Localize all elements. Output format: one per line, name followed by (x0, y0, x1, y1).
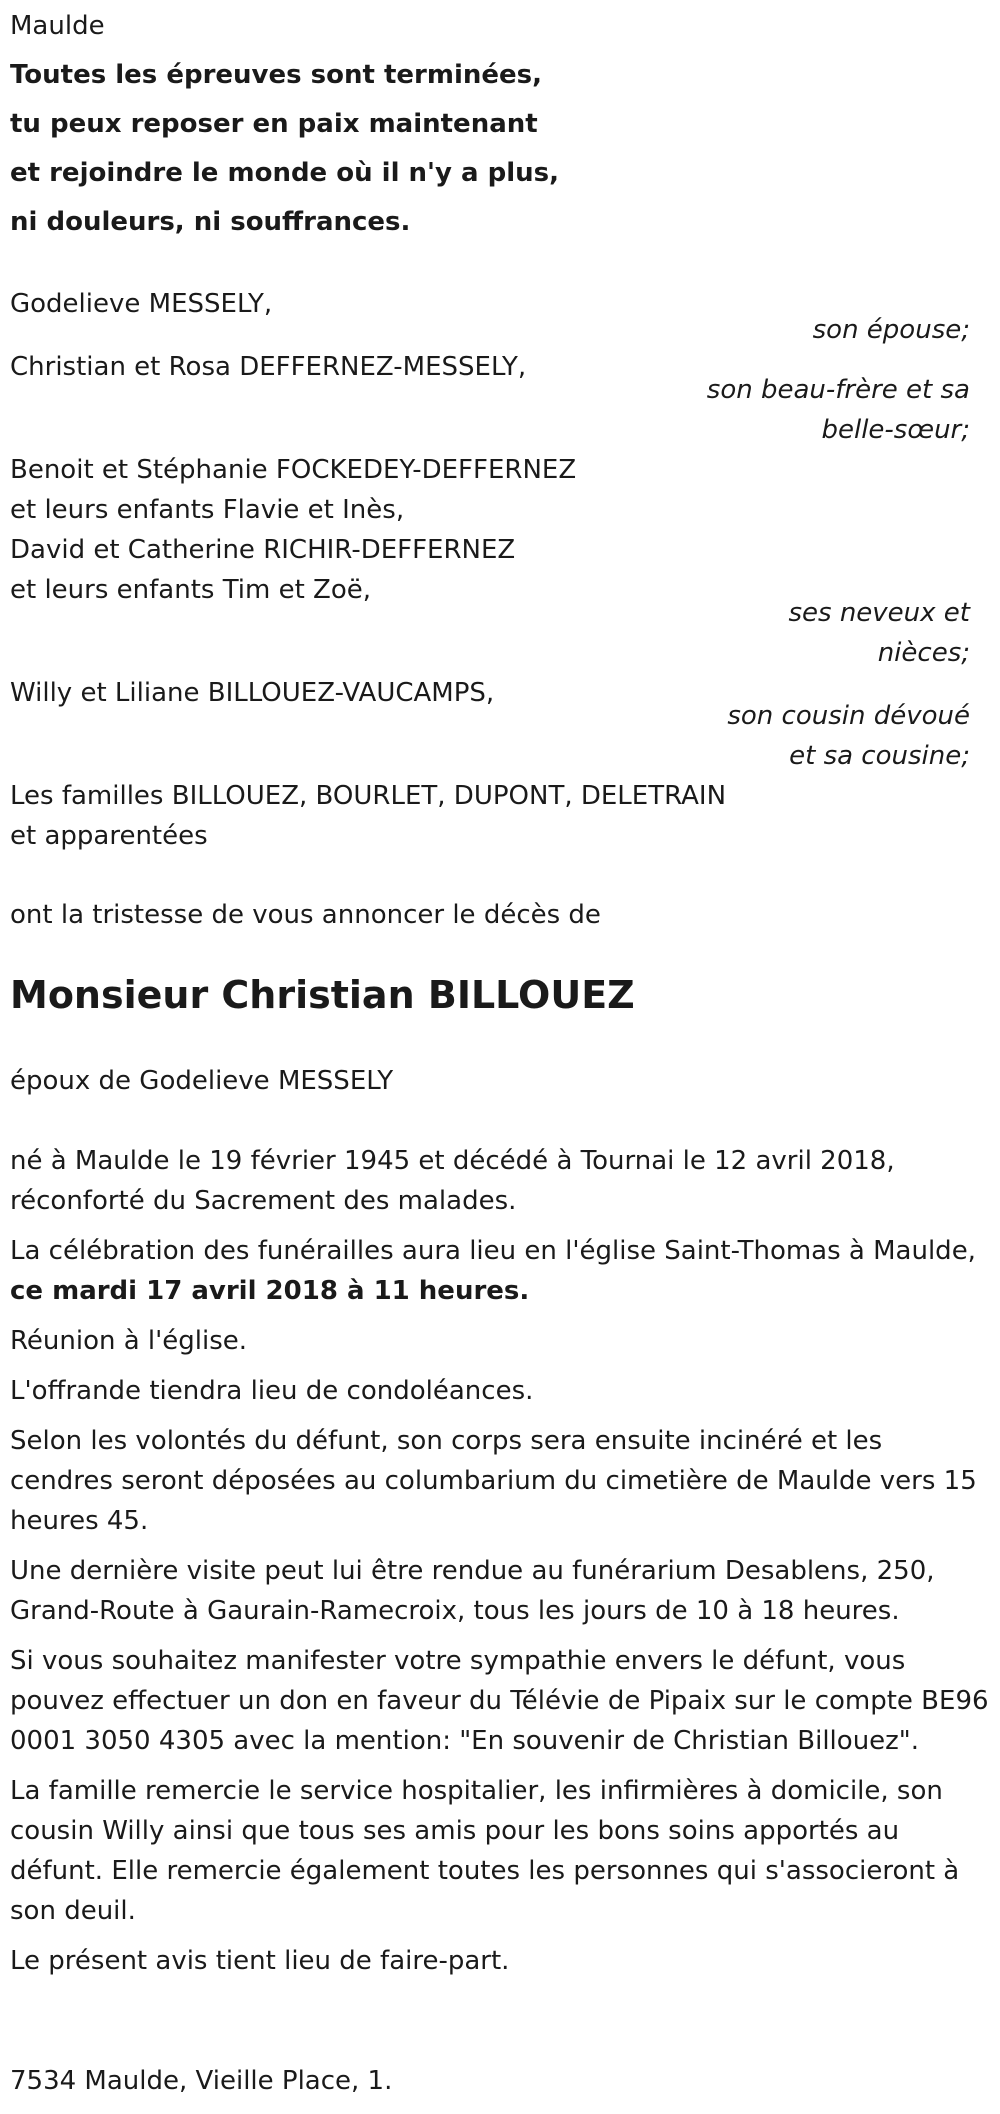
spouse-line: époux de Godelieve MESSELY (10, 1066, 394, 1096)
poem-line: et rejoindre le monde où il n'y a plus, (10, 158, 559, 188)
town-header: Maulde (10, 11, 105, 41)
announcement: ont la tristesse de vous annoncer le décès de (10, 900, 601, 930)
family-entry (10, 450, 576, 610)
family-names: et apparentées (10, 821, 208, 851)
family-role (720, 696, 970, 776)
notice-paragraph: Le présent avis tient lieu de faire-part. (10, 1946, 510, 1976)
family-entry (10, 673, 494, 713)
family-role-text: son beau-frère et sa belle-sœur; (706, 375, 970, 445)
family-role-text: son épouse; (812, 315, 970, 345)
poem-line: Toutes les épreuves sont terminées, (10, 60, 542, 90)
family-names: Les familles BILLOUEZ, BOURLET, DUPONT, DELETRAIN (10, 781, 727, 811)
family-names: Godelieve MESSELY, (10, 289, 273, 319)
poem-line: tu peux reposer en paix maintenant (10, 109, 538, 139)
address: 7534 Maulde, Vieille Place, 1. (10, 2066, 393, 2096)
family-names: et leurs enfants Flavie et Inès, (10, 495, 405, 525)
family-role-text: ses neveux et nièces; (788, 598, 970, 668)
family-role-text: son cousin dévoué et sa cousine; (727, 701, 970, 771)
visit-paragraph: Une dernière visite peut lui être rendue au funérarium Desablens, 250, Grand-Route à Gaurain-Ramecroix, tous les jours de 10 à 18 heures. (10, 1556, 935, 1626)
offering-paragraph: L'offrande tiendra lieu de condoléances. (10, 1376, 534, 1406)
family-role (680, 370, 970, 450)
funeral-paragraph (10, 1231, 990, 1311)
donation-paragraph: Si vous souhaitez manifester votre sympathie envers le défunt, vous pouvez effectuer un don en faveur du Télévie de Pipaix sur le compte BE96 0001 3050 4305 avec la mention: "En souvenir de Christian Billouez". (10, 1646, 989, 1756)
family-names: David et Catherine RICHIR-DEFFERNEZ (10, 535, 516, 565)
funeral-text: La célébration des funérailles aura lieu en l'église Saint-Thomas à Maulde, (10, 1236, 976, 1266)
funeral-date: ce mardi 17 avril 2018 à 11 heures. (10, 1276, 530, 1306)
birth-death-paragraph: né à Maulde le 19 février 1945 et décédé à Tournai le 12 avril 2018, réconforté du Sacrement des malades. (10, 1146, 895, 1216)
family-role (680, 310, 970, 350)
notice-body (10, 1141, 990, 1981)
thanks-paragraph: La famille remercie le service hospitalier, les infirmières à domicile, son cousin Willy ainsi que tous ses amis pour les bons soins apportés au défunt. Elle remercie également toutes les personnes qui s'associeront à son deuil. (10, 1776, 960, 1926)
poem (10, 51, 559, 247)
poem-line: ni douleurs, ni souffrances. (10, 207, 411, 237)
deceased-name: Monsieur Christian BILLOUEZ (10, 973, 635, 1017)
family-entry (10, 347, 526, 387)
family-role (770, 593, 970, 673)
family-entry (10, 776, 726, 856)
family-names: Willy et Liliane BILLOUEZ-VAUCAMPS, (10, 678, 495, 708)
meeting-paragraph: Réunion à l'église. (10, 1326, 248, 1356)
family-names: Christian et Rosa DEFFERNEZ-MESSELY, (10, 352, 527, 382)
family-names: Benoit et Stéphanie FOCKEDEY-DEFFERNEZ (10, 455, 577, 485)
family-names: et leurs enfants Tim et Zoë, (10, 575, 372, 605)
cremation-paragraph: Selon les volontés du défunt, son corps sera ensuite incinéré et les cendres seront déposées au columbarium du cimetière de Maulde vers 15 heures 45. (10, 1426, 977, 1536)
